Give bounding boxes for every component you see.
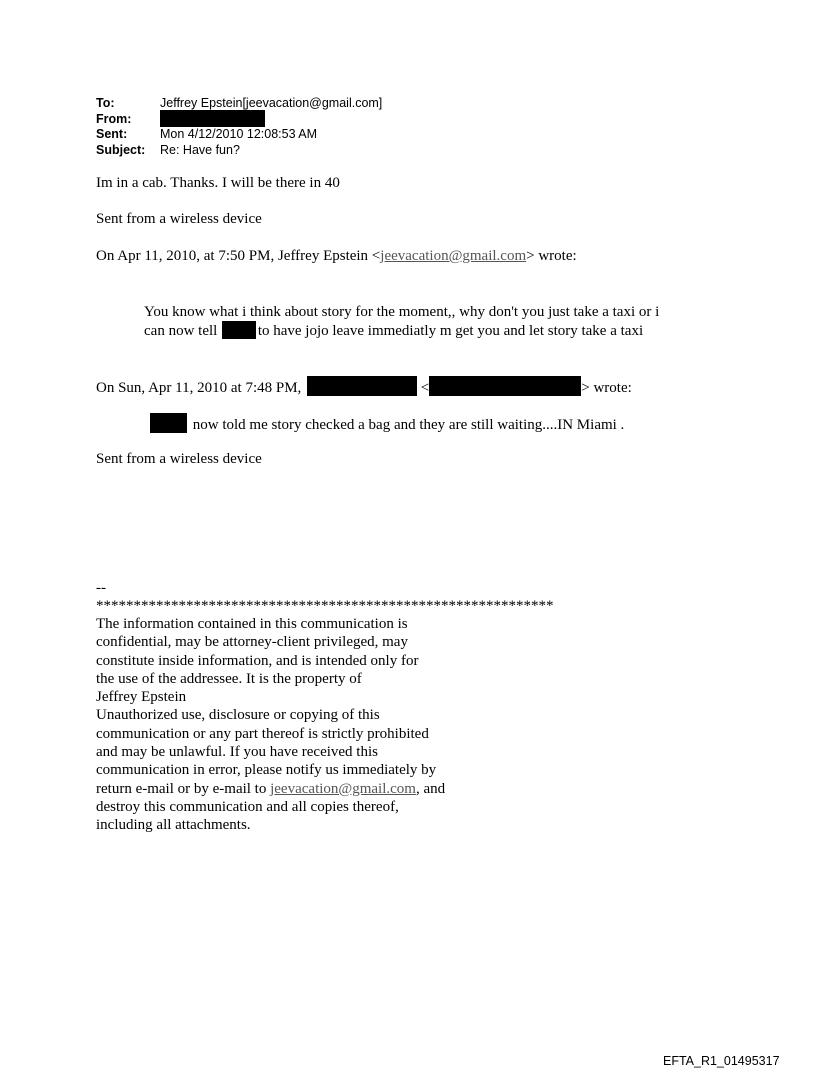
subject-value: Re: Have fun?: [160, 142, 240, 157]
disclaimer-line: constitute inside information, and is intended only for: [96, 652, 419, 669]
disclaimer-line: and may be unlawful. If you have received this: [96, 744, 378, 761]
disclaimer-line: confidential, may be attorney-client privileged, may: [96, 634, 408, 651]
from-label: From:: [96, 111, 132, 126]
disclaimer-line: the use of the addressee. It is the property of: [96, 670, 362, 687]
reply-header-suffix: > wrote:: [581, 380, 632, 396]
reply-header-suffix: > wrote:: [526, 248, 577, 264]
subject-label: Subject:: [96, 142, 146, 157]
reply-header-lt: <: [420, 380, 430, 396]
redaction-block: [160, 110, 265, 127]
redaction-block: [222, 321, 256, 339]
sent-value: Mon 4/12/2010 12:08:53 AM: [160, 127, 318, 141]
signature: Sent from a wireless device: [96, 211, 262, 227]
email-link[interactable]: jeevacation@gmail.com: [380, 248, 527, 264]
disclaimer-line: including all attachments.: [96, 817, 251, 834]
disclaimer-line-suffix: , and: [415, 780, 446, 797]
redaction-block: [429, 376, 581, 396]
to-value: Jeffrey Epstein[jeevacation@gmail.com]: [160, 96, 383, 110]
disclaimer-line: The information contained in this communication is: [96, 616, 408, 632]
message-line: Im in a cab. Thanks. I will be there in 40: [96, 175, 340, 191]
reply-header-prefix: On Sun, Apr 11, 2010 at 7:48 PM,: [96, 380, 302, 396]
disclaimer-line: [96, 780, 445, 798]
signature: Sent from a wireless device: [96, 451, 262, 467]
disclaimer-line: communication in error, please notify us immediately by: [96, 762, 437, 779]
separator-stars: *************************************************************: [96, 598, 554, 614]
email-link[interactable]: jeevacation@gmail.com: [270, 780, 416, 797]
reply-header-prefix: On Apr 11, 2010, at 7:50 PM, Jeffrey Epstein <: [96, 248, 381, 264]
disclaimer-line: communication or any part thereof is strictly prohibited: [96, 725, 429, 742]
quoted-message-1: [144, 303, 674, 340]
redaction-block: [150, 413, 187, 433]
quote-text-part1: You know what i think about story for the moment,, why don't you just take a taxi or i can now tell: [144, 304, 660, 339]
separator-dashes: --: [96, 580, 106, 596]
quote-text-part2: to have jojo leave immediatly m get you and let story take a taxi: [257, 323, 644, 339]
quote-text: now told me story checked a bag and they are still waiting....IN Miami .: [192, 417, 625, 433]
disclaimer-line-prefix: return e-mail or by e-mail to: [96, 780, 267, 797]
document-id: EFTA_R1_01495317: [663, 1054, 780, 1068]
sent-label: Sent:: [96, 127, 128, 141]
reply-header-1: [96, 247, 577, 265]
disclaimer-line: destroy this communication and all copies thereof,: [96, 798, 399, 815]
to-label: To:: [96, 96, 115, 110]
disclaimer-line: Unauthorized use, disclosure or copying of this: [96, 707, 380, 724]
confidentiality-disclaimer: [96, 615, 445, 835]
redaction-block: [307, 376, 417, 396]
reply-header-2: [96, 376, 632, 397]
quoted-message-2: [150, 413, 624, 434]
disclaimer-line: Jeffrey Epstein: [96, 689, 187, 706]
